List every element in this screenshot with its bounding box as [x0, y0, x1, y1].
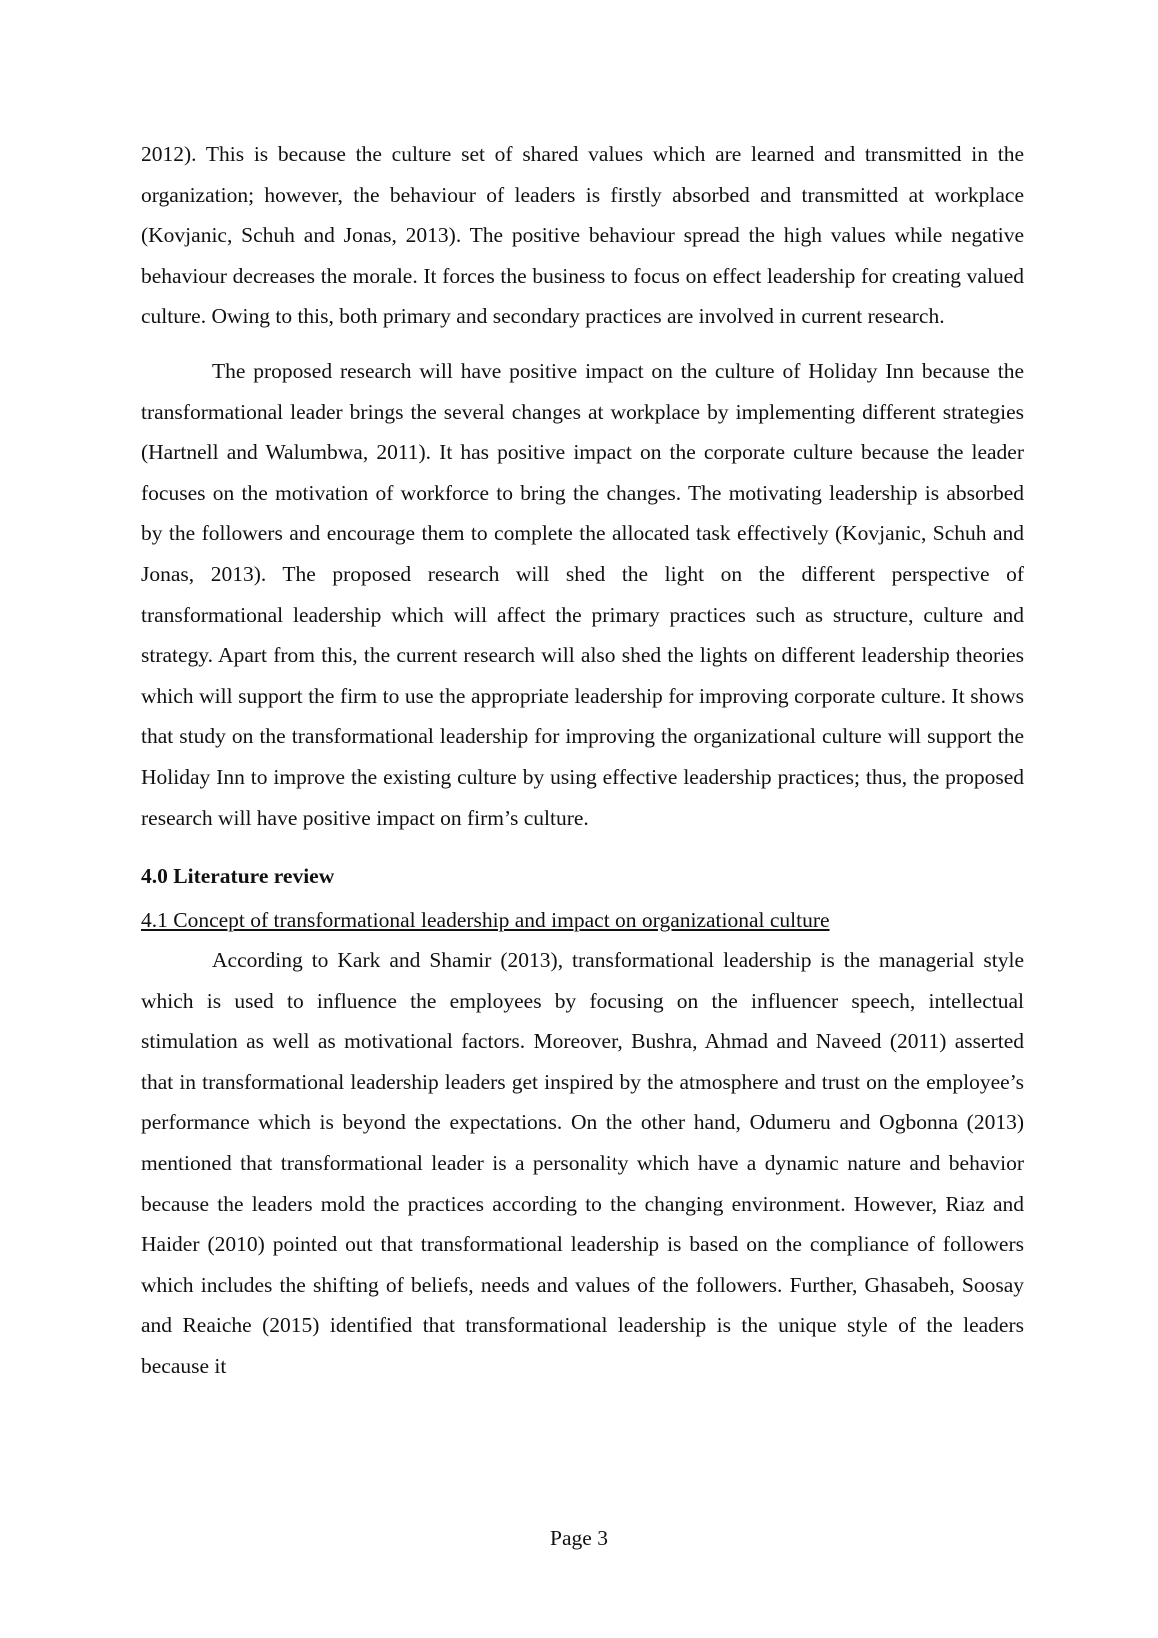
paragraph-transformational-leadership: According to Kark and Shamir (2013), transformational leadership is the managerial style which is used to influence the employees by focusing on the influencer speech, intellectual stimulation as well as motivational factors. Moreover, Bushra, Ahmad and Naveed (2011) asserted that in transformational leadership leaders get inspired by the atmosphere and trust on the employee’s performance which is beyond the expectations. On the other hand, Odumeru and Ogbonna (2013) mentioned that transformational leader is a personality which have a dynamic nature and behavior because the leaders mold the practices according to the changing environment. However, Riaz and Haider (2010) pointed out that transformational leadership is based on the compliance of followers which includes the shifting of beliefs, needs and values of the followers. Further, Ghasabeh, Soosay and Reaiche (2015) identified that transformational leadership is the unique style of the leaders because it — [141, 948, 1024, 1379]
paragraph-continuation: 2012). This is because the culture set of shared values which are learned and transmitted in the organization; however, the behaviour of leaders is firstly absorbed and transmitted at workplace (Kovjanic, Schuh and Jonas, 2013). The positive behaviour spread the high values while negative behaviour decreases the morale. It forces the business to focus on effect leadership for creating valued culture. Owing to this, both primary and secondary practices are involved in current research. — [141, 142, 1024, 329]
paragraph-research-impact: The proposed research will have positive impact on the culture of Holiday Inn because the transformational leader brings the several changes at workplace by implementing different strategies (Hartnell and Walumbwa, 2011). It has positive impact on the corporate culture because the leader focuses on the motivation of workforce to bring the changes. The motivating leadership is absorbed by the followers and encourage them to complete the allocated task effectively (Kovjanic, Schuh and Jonas, 2013). The proposed research will shed the light on the different perspective of transformational leadership which will affect the primary practices such as structure, culture and strategy. Apart from this, the current research will also shed the lights on different leadership theories which will support the firm to use the appropriate leadership for improving corporate culture. It shows that study on the transformational leadership for improving the organizational culture will support the Holiday Inn to improve the existing culture by using effective leadership practices; thus, the proposed research will have positive impact on firm’s culture. — [141, 358, 1024, 830]
subsection-heading-transformational-leadership: 4.1 Concept of transformational leadership and impact on organizational culture — [141, 908, 830, 933]
section-heading-literature-review: 4.0 Literature review — [141, 864, 335, 889]
page-number: Page 3 — [550, 1526, 608, 1550]
document-page — [141, 134, 1024, 1387]
